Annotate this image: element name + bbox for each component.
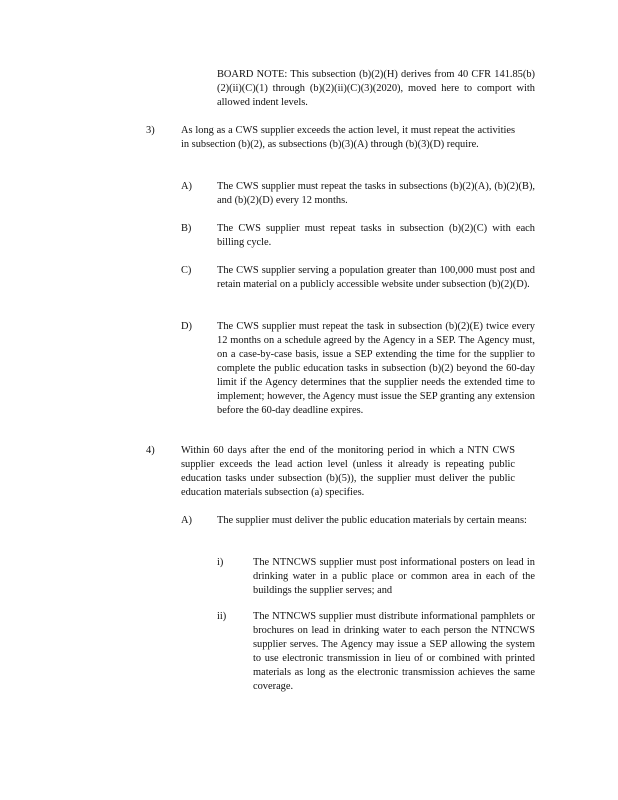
- item-text-4Ai: The NTNCWS supplier must post informational posters on lead in drinking water in a public place or common area in each of the buildings the supplier serves; and: [253, 557, 535, 596]
- item-text-3A: The CWS supplier must repeat the tasks in subsections (b)(2)(A), (b)(2)(B), and (b)(2)(D) every 12 months.: [217, 181, 535, 206]
- item-text-3C: The CWS supplier serving a population greater than 100,000 must post and retain material on a publicly accessible website under subsection (b)(2)(D).: [217, 265, 535, 290]
- item-text-3D: The CWS supplier must repeat the task in subsection (b)(2)(E) twice every 12 months on a schedule agreed by the Agency in a SEP. The Agency must, on a case-by-case basis, issue a SEP extending the time for the supplier to complete the public education tasks in subsection (b)(2) beyond the 60-day limit if the Agency determines that the supplier needs the extended time to implement; however, the Agency must issue the SEP granting any extension before the 60-day deadline expires.: [217, 321, 535, 416]
- item-label-4A: A): [181, 515, 192, 526]
- item-text-3B: The CWS supplier must repeat tasks in subsection (b)(2)(C) with each billing cycle.: [217, 223, 535, 248]
- item-label-3C: C): [181, 265, 192, 276]
- board-note: BOARD NOTE: This subsection (b)(2)(H) derives from 40 CFR 141.85(b)(2)(ii)(C)(1) through (b)(2)(ii)(C)(3)(2020), moved here to comport with allowed indent levels.: [217, 69, 535, 108]
- item-label-4: 4): [146, 445, 155, 456]
- item-label-3B: B): [181, 223, 192, 234]
- item-text-4: Within 60 days after the end of the monitoring period in which a NTN CWS supplier exceeds the lead action level (unless it already is repeating public education tasks under subsection (b)(5)), the supplier must deliver the public education materials subsection (a) specifies.: [181, 445, 515, 498]
- item-label-3: 3): [146, 125, 155, 136]
- item-text-4Aii: The NTNCWS supplier must distribute informational pamphlets or brochures on lead in drinking water to each person the NTNCWS supplier serves. The Agency may issue a SEP allowing the system to use electronic transmission in lieu of or combined with printed materials as long as the electronic transmission achieves the same coverage.: [253, 611, 535, 692]
- item-text-3: As long as a CWS supplier exceeds the action level, it must repeat the activities in subsection (b)(2), as subsections (b)(3)(A) through (b)(3)(D) require.: [181, 125, 515, 150]
- item-label-3D: D): [181, 321, 192, 332]
- item-text-4A: The supplier must deliver the public education materials by certain means:: [217, 515, 527, 526]
- item-label-4Aii: ii): [217, 611, 227, 622]
- item-label-3A: A): [181, 181, 192, 192]
- item-label-4Ai: i): [217, 557, 224, 568]
